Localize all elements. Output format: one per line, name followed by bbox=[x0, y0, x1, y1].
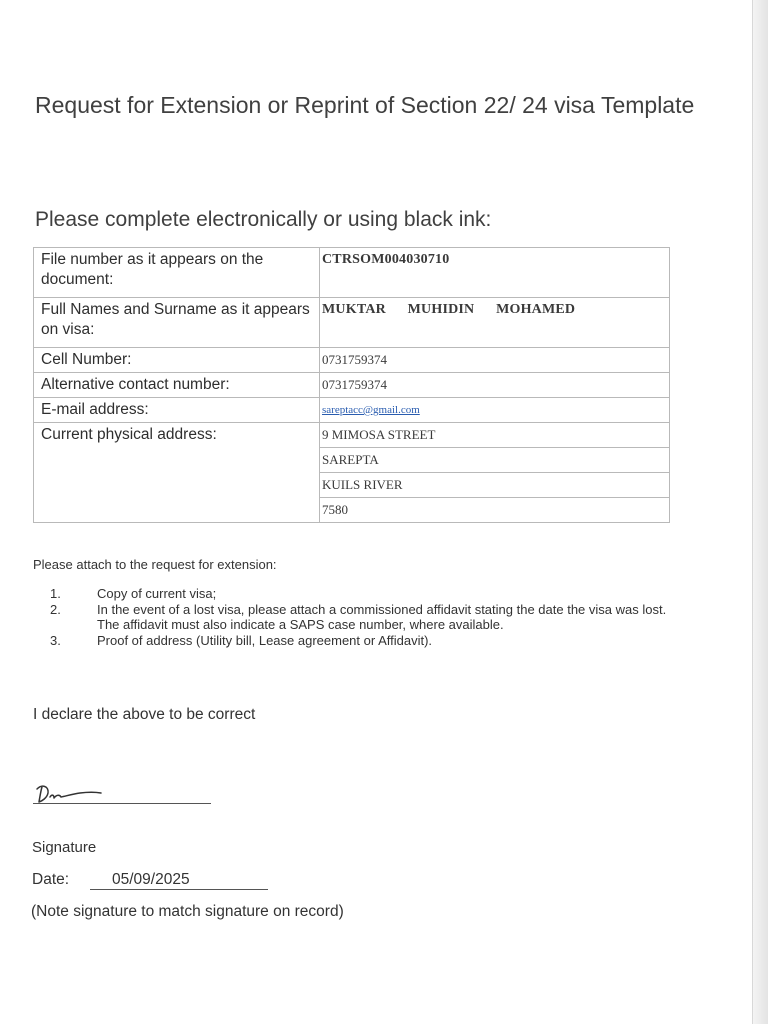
first-name: MUKTAR bbox=[322, 302, 386, 317]
full-names-label: Full Names and Surname as it appears on visa: bbox=[34, 298, 320, 348]
signature-line bbox=[33, 803, 211, 804]
alt-contact-label: Alternative contact number: bbox=[34, 373, 320, 398]
address-line-4[interactable]: 7580 bbox=[320, 498, 670, 523]
signature-label: Signature bbox=[32, 839, 97, 856]
surname: MOHAMED bbox=[496, 302, 576, 317]
date-label: Date: bbox=[32, 871, 70, 888]
signature-note: (Note signature to match signature on record) bbox=[31, 903, 344, 920]
date-value[interactable]: 05/09/2025 bbox=[90, 871, 268, 890]
table-row-full-names bbox=[34, 298, 670, 348]
table-row-email bbox=[34, 398, 670, 423]
list-text: Proof of address (Utility bill, Lease agreement or Affidavit). bbox=[97, 632, 433, 648]
page-title: Request for Extension or Reprint of Section 22/ 24 visa Template bbox=[35, 92, 695, 118]
cell-number-value[interactable]: 0731759374 bbox=[320, 348, 670, 373]
list-item bbox=[50, 586, 690, 602]
declaration-text: I declare the above to be correct bbox=[33, 706, 256, 723]
file-number-label: File number as it appears on the document: bbox=[34, 248, 320, 298]
table-row-cell-number bbox=[34, 348, 670, 373]
cell-number-label: Cell Number: bbox=[34, 348, 320, 373]
email-value-link[interactable]: sareptacc@gmail.com bbox=[320, 398, 670, 423]
attach-intro: Please attach to the request for extension: bbox=[33, 557, 277, 572]
application-form-table bbox=[33, 247, 670, 523]
table-row-file-number bbox=[34, 248, 670, 298]
table-row-address-1 bbox=[34, 423, 670, 448]
list-number: 1. bbox=[50, 586, 61, 601]
middle-name: MUHIDIN bbox=[407, 302, 475, 317]
file-number-value[interactable]: CTRSOM004030710 bbox=[320, 248, 670, 298]
table-row-alt-contact bbox=[34, 373, 670, 398]
list-number: 2. bbox=[50, 601, 61, 617]
address-label: Current physical address: bbox=[34, 423, 320, 523]
list-text: In the event of a lost visa, please attach a commissioned affidavit stating the date the visa was lost. The affidavit must also indicate a SAPS case number, where available. bbox=[97, 601, 667, 632]
list-number: 3. bbox=[50, 632, 61, 648]
address-line-3[interactable]: KUILS RIVER bbox=[320, 473, 670, 498]
page-edge-shadow bbox=[752, 0, 768, 1024]
address-line-2[interactable]: SAREPTA bbox=[320, 448, 670, 473]
instruction-heading: Please complete electronically or using black ink: bbox=[35, 208, 492, 231]
email-label: E-mail address: bbox=[34, 398, 320, 423]
list-item bbox=[50, 602, 690, 633]
list-text: Copy of current visa; bbox=[97, 586, 217, 601]
list-item bbox=[50, 633, 690, 649]
address-line-1[interactable]: 9 MIMOSA STREET bbox=[320, 423, 670, 448]
full-names-value[interactable] bbox=[320, 298, 670, 348]
alt-contact-value[interactable]: 0731759374 bbox=[320, 373, 670, 398]
date-row bbox=[32, 871, 268, 890]
attachment-list bbox=[50, 586, 690, 648]
